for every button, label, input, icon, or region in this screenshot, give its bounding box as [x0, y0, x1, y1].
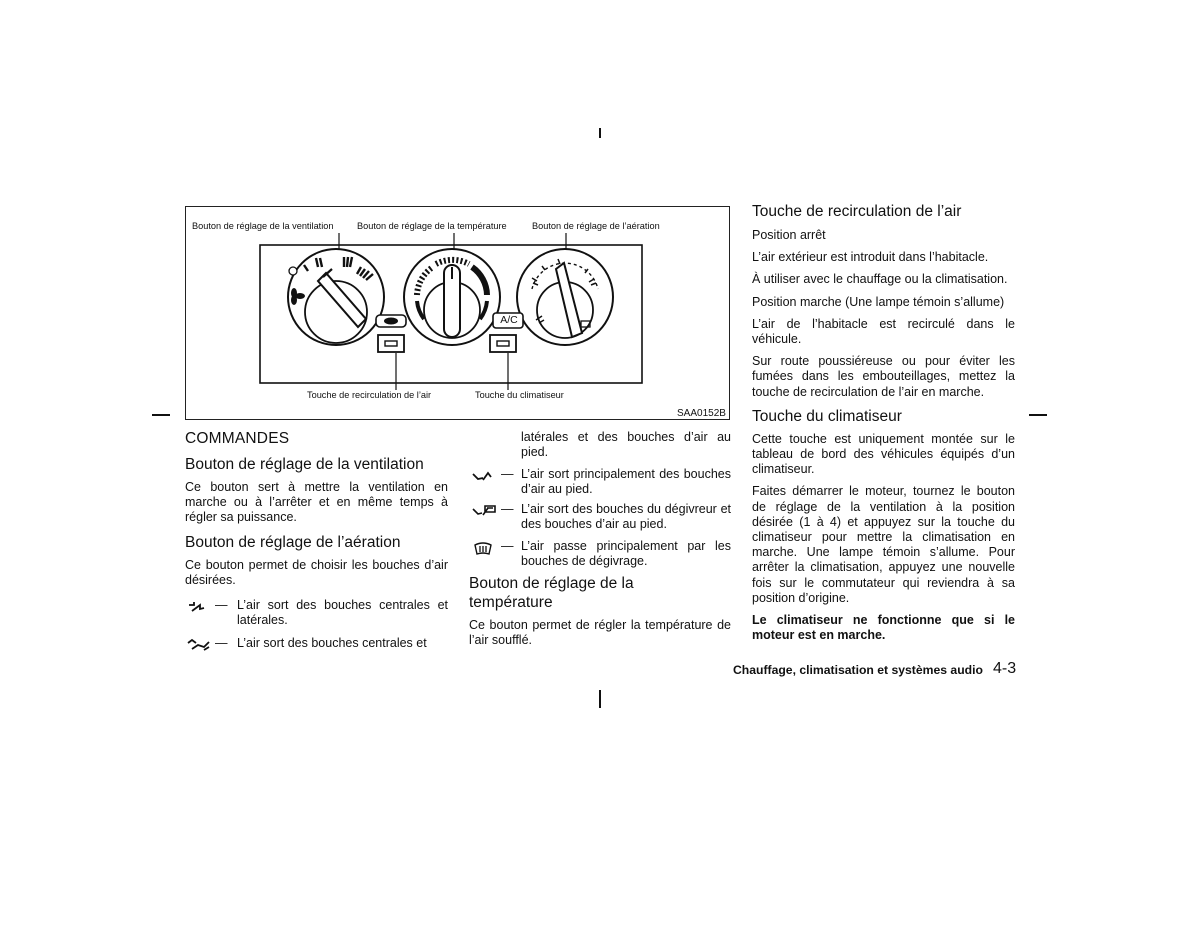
control-panel-drawing	[186, 207, 731, 421]
ac-equipment-text: Cette touche est uniquement montée sur le tableau de bord des véhicules équipés d’un climatiseur.	[752, 431, 1015, 477]
callout-air-mode: Bouton de réglage de l’aération	[532, 221, 660, 231]
vent-mode-icon	[187, 600, 209, 614]
air-mode-knob[interactable]	[517, 249, 613, 345]
bullet-foot: — L’air sort principalement des bouches d’air au pied.	[469, 467, 731, 499]
bullet-vent: — L’air sort des bouches centrales et latérales.	[185, 598, 448, 630]
heading-commandes: COMMANDES	[185, 430, 290, 447]
temperature-knob[interactable]	[404, 249, 500, 345]
heading-ac: Touche du climatiseur	[752, 407, 902, 425]
crop-mark-right	[1029, 414, 1047, 416]
bullet-defrost-foot: — L’air sort des bouches du dégivreur et des bouches d’air au pied.	[469, 502, 731, 534]
callout-ac: Touche du climatiseur	[475, 390, 564, 400]
temperature-description: Ce bouton permet de régler la température de l’air soufflé.	[469, 618, 731, 648]
recirc-off-label: Position arrêt	[752, 228, 826, 242]
ac-button-text: A/C	[500, 314, 518, 326]
heading-recirculation: Touche de recirculation de l’air	[752, 203, 962, 220]
fan-description: Ce bouton sert à mettre la ventilation en marche ou à l’arrêter et en même temps à régler sa puissance.	[185, 480, 448, 525]
heading-fan: Bouton de réglage de la ventilation	[185, 456, 424, 473]
footer-page-number: 4-3	[993, 660, 1017, 677]
callout-temperature: Bouton de réglage de la température	[357, 221, 507, 231]
ac-note-text: Le climatiseur ne fonctionne que si le moteur est en marche.	[752, 613, 1015, 643]
crop-mark-left	[152, 414, 170, 416]
bullet-defrost: — L’air passe principalement par les bouches de dégivrage.	[469, 539, 731, 571]
footer-section-title: Chauffage, climatisation et systèmes audio	[733, 663, 983, 677]
air-mode-description: Ce bouton permet de choisir les bouches d’air désirées.	[185, 557, 448, 587]
defrost-icon	[473, 541, 495, 557]
recirc-on-text: L’air de l’habitacle est recirculé dans le véhicule.	[752, 316, 1015, 347]
heading-air-mode: Bouton de réglage de l’aération	[185, 533, 401, 551]
bullet-bilevel: — L’air sort des bouches centrales et	[185, 636, 448, 654]
callout-fan: Bouton de réglage de la ventilation	[192, 221, 334, 231]
ac-procedure-text: Faites démarrer le moteur, tournez le bouton de réglage de la ventilation à la position désirée (1 à 4) et appuyez sur la touche du climatiseur pour mettre la climatisation en marche. Une lampe témoin s’allume. Pour arrêter la climatisation, appuyez une nouvelle fois sur le commutateur qui reviendra à sa position d’origine.	[752, 484, 1015, 605]
defrost-foot-mode-icon	[471, 504, 497, 520]
recirc-usage-text: À utiliser avec le chauffage ou la climatisation.	[752, 272, 1008, 287]
crop-mark-bottom	[599, 690, 601, 708]
recirc-on-label: Position marche (Une lampe témoin s’allume)	[752, 294, 1005, 309]
heading-temperature: Bouton de réglage de la température	[469, 575, 634, 611]
fan-knob[interactable]	[288, 249, 384, 345]
bilevel-continuation: latérales et des bouches d’air au pied.	[521, 430, 731, 460]
recirculation-indicator[interactable]	[376, 315, 406, 352]
recirc-off-text: L’air extérieur est introduit dans l’habitacle.	[752, 250, 989, 265]
bilevel-mode-icon	[186, 637, 212, 653]
crop-mark-top	[599, 128, 601, 138]
foot-mode-icon	[471, 470, 495, 484]
figure-code: SAA0152B	[677, 408, 726, 419]
callout-recirculation: Touche de recirculation de l’air	[307, 390, 432, 400]
control-panel-figure	[185, 206, 730, 420]
recirc-advice-text: Sur route poussiéreuse ou pour éviter les fumées dans les embouteillages, mettez la touche de recirculation de l’air en marche.	[752, 354, 1015, 399]
